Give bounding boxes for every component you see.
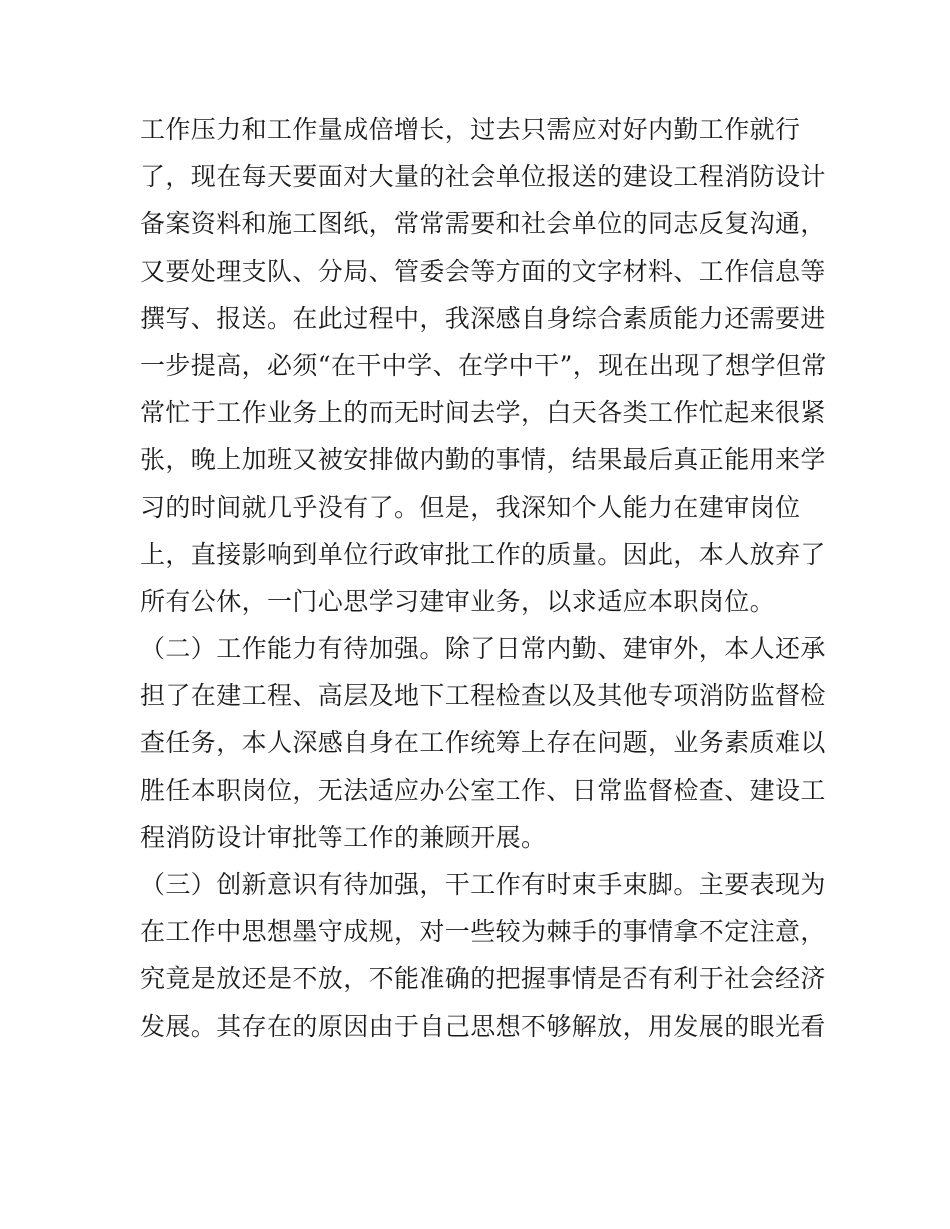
body-text [140,106,830,1050]
text-line: 张，晚上加班又被安排做内勤的事情，结果最后真正能用来学 [140,445,826,475]
text-line: 一步提高，必须“在干中学、在学中干”，现在出现了想学但常 [140,350,827,380]
text-line: 了，现在每天要面对大量的社会单位报送的建设工程消防设计 [140,162,826,192]
text-line: 查任务，本人深感自身在工作统筹上存在问题，业务素质难以 [140,728,826,758]
text-line: 胜任本职岗位，无法适应办公室工作、日常监督检查、建设工 [140,775,826,805]
text-line: 程消防设计审批等工作的兼顾开展。 [140,822,547,852]
text-line: 在工作中思想墨守成规，对一些较为棘手的事情拿不定注意， [140,917,826,947]
text-line: 究竟是放还是不放，不能准确的把握事情是否有利于社会经济 [140,964,826,994]
text-line: 上，直接影响到单位行政审批工作的质量。因此，本人放弃了 [140,539,826,569]
text-line: 工作压力和工作量成倍增长，过去只需应对好内勤工作就行 [140,115,801,144]
text-line: 备案资料和施工图纸，常常需要和社会单位的同志反复沟通， [140,209,826,239]
text-line: 担了在建工程、高层及地下工程检查以及其他专项消防监督检 [140,681,826,711]
text-line: 所有公休，一门心思学习建审业务，以求适应本职岗位。 [140,586,776,616]
text-line: 撰写、报送。在此过程中，我深感自身综合素质能力还需要进 [140,303,826,333]
section-heading-line: （二）工作能力有待加强。除了日常内勤、建审外，本人还承 [140,634,826,664]
section-heading-line: （三）创新意识有待加强，干工作有时束手束脚。主要表现为 [140,870,826,899]
text-line: 又要处理支队、分局、管委会等方面的文字材料、工作信息等 [140,256,826,286]
text-line: 习的时间就几乎没有了。但是，我深知个人能力在建审岗位 [140,492,801,522]
text-line: 常忙于工作业务上的而无时间去学，白天各类工作忙起来很紧 [140,398,826,428]
text-line: 发展。其存在的原因由于自己思想不够解放，用发展的眼光看 [140,1011,826,1041]
